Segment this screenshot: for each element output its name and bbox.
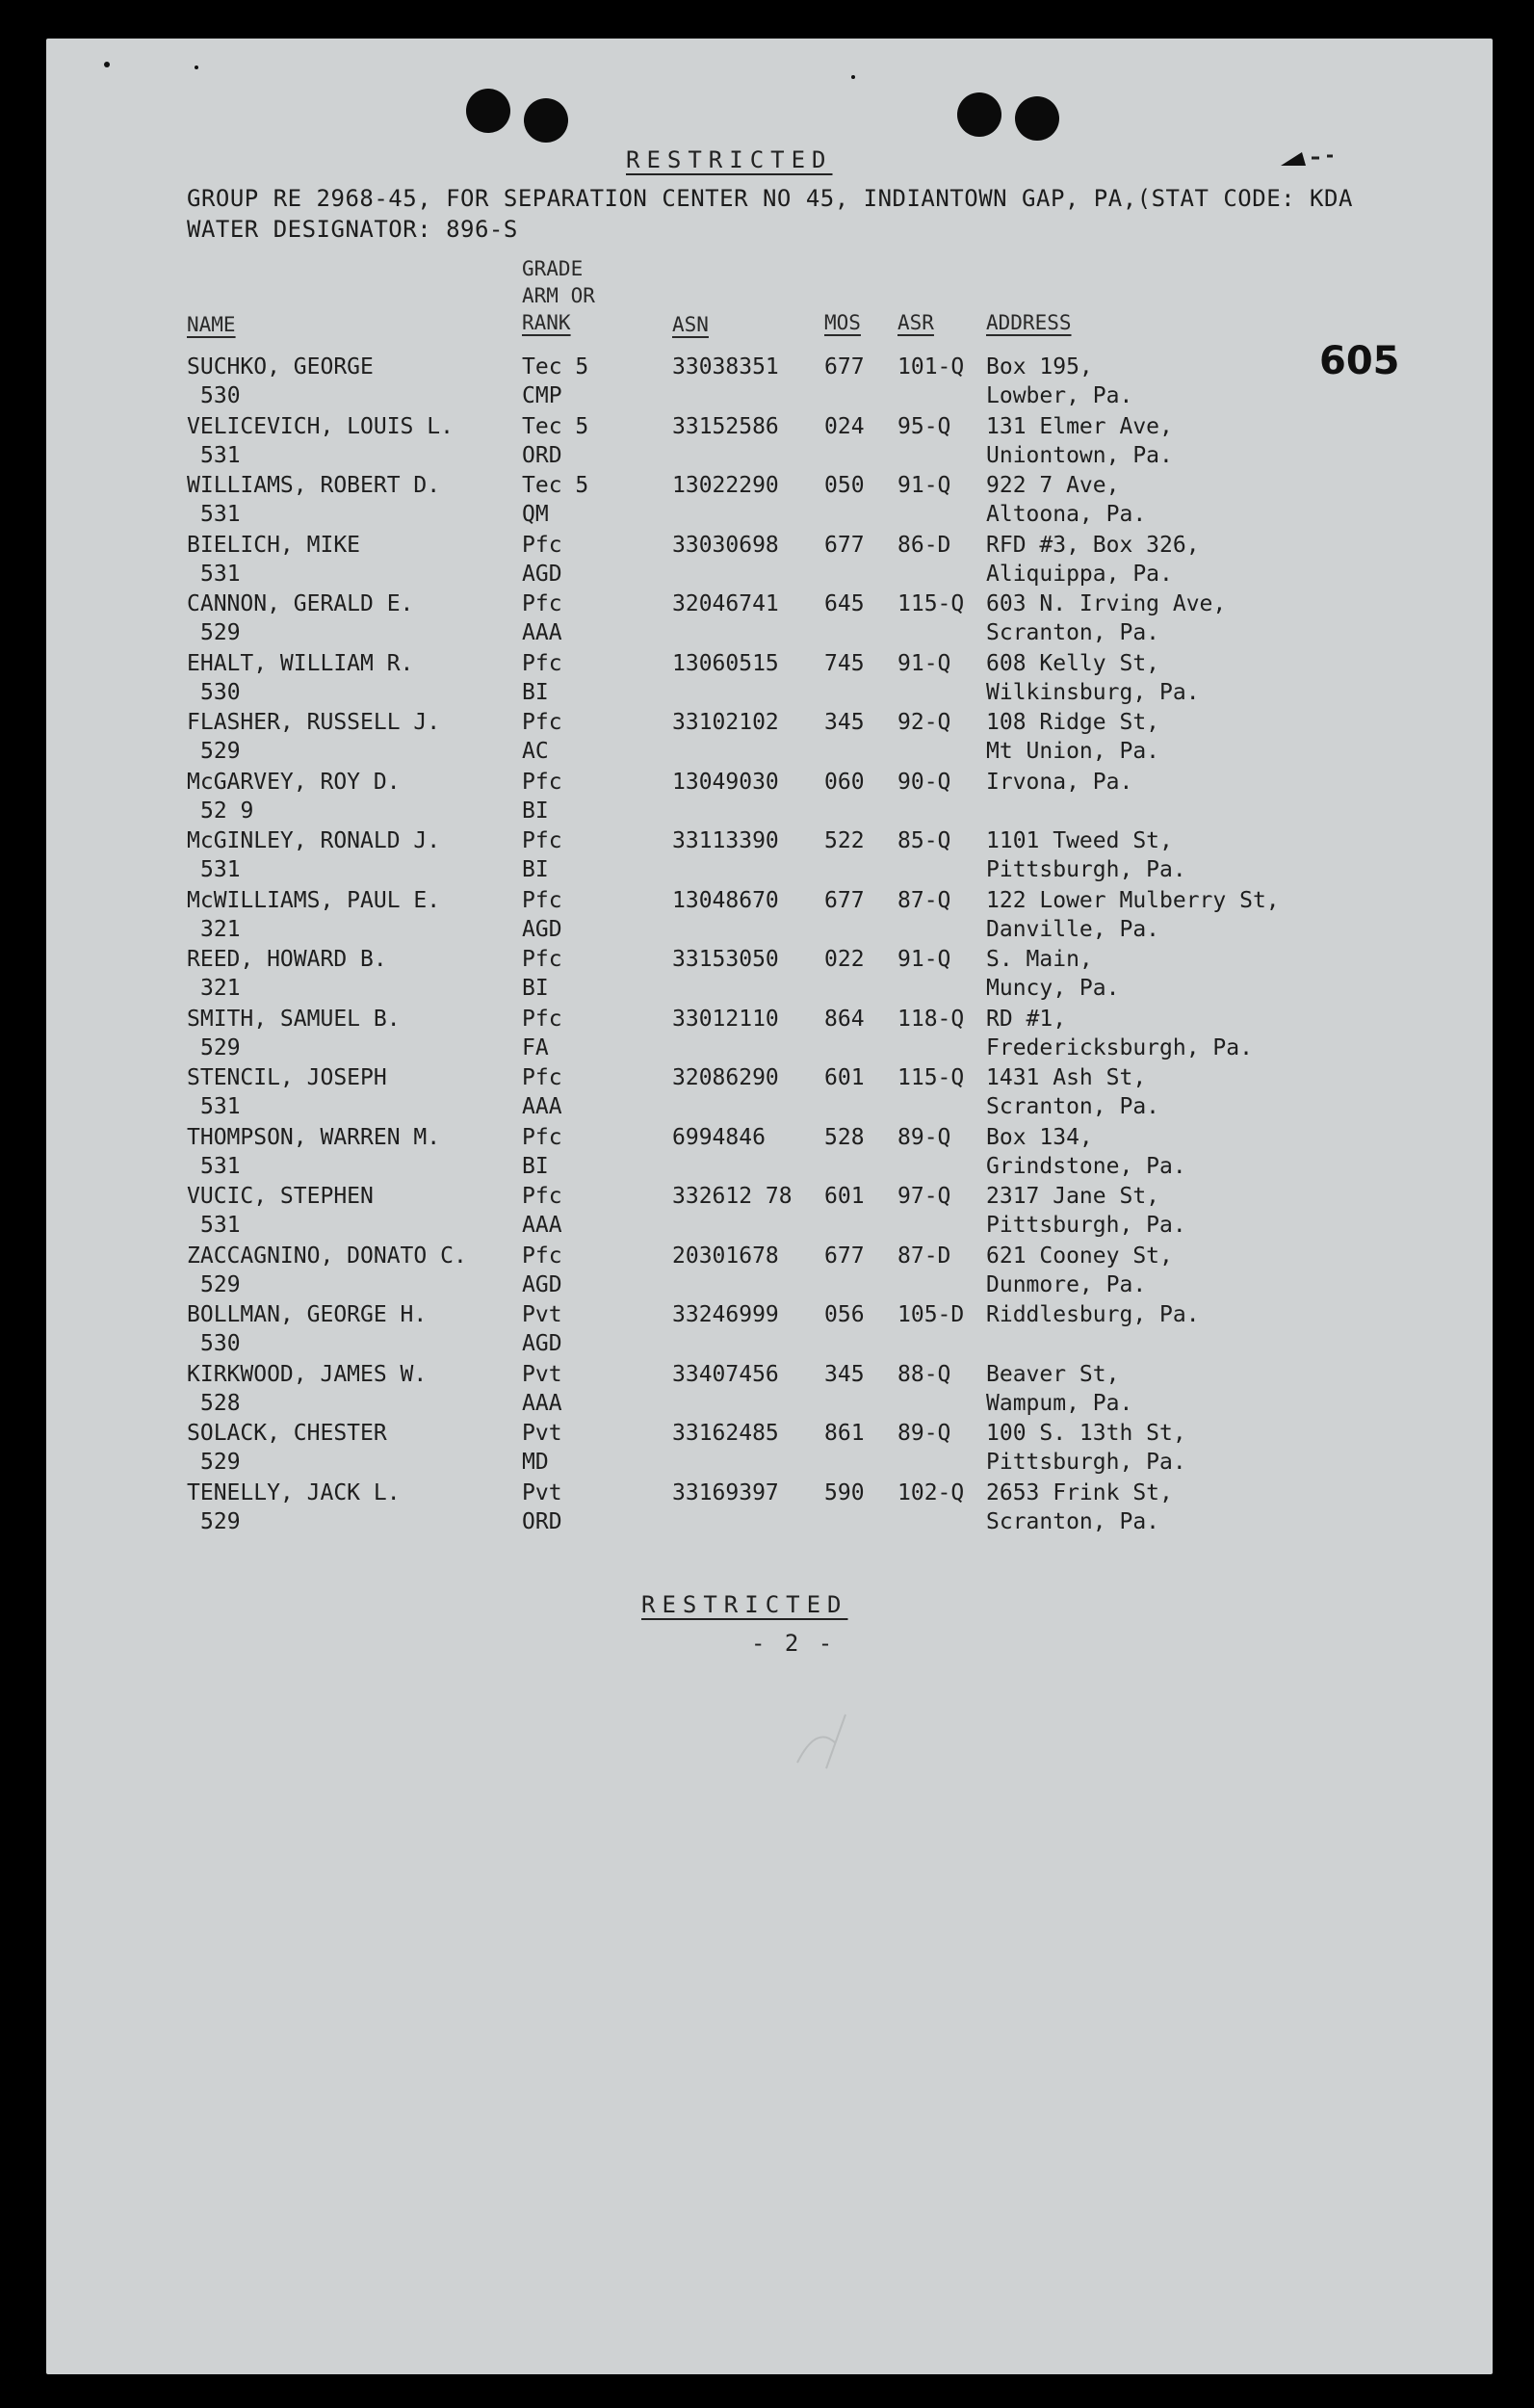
row-asn: 33169397 <box>672 1479 779 1505</box>
row-code: 531 <box>200 1213 241 1238</box>
row-name: SOLACK, CHESTER <box>187 1421 387 1446</box>
row-address-line-2: Aliquippa, Pa. <box>986 561 1173 587</box>
row-address-line-2: Danville, Pa. <box>986 916 1160 942</box>
row-asn: 33153050 <box>672 947 779 972</box>
row-arm: BI <box>522 679 549 705</box>
row-mos: 345 <box>824 710 865 735</box>
ink-speck <box>104 62 110 67</box>
row-code: 528 <box>200 1390 241 1416</box>
row-asn: 13048670 <box>672 887 779 913</box>
row-code: 529 <box>200 1034 241 1060</box>
row-rank: Pfc <box>522 1243 562 1269</box>
row-asr: 89-Q <box>897 1124 951 1150</box>
row-address-line-1: RFD #3, Box 326, <box>986 532 1200 558</box>
row-rank: Pfc <box>522 769 562 795</box>
row-address-line-2: Fredericksburgh, Pa. <box>986 1034 1253 1060</box>
ink-speck <box>851 75 855 79</box>
row-asr: 86-D <box>897 532 951 558</box>
row-address-line-1: Irvona, Pa. <box>986 769 1133 795</box>
row-code: 321 <box>200 976 241 1001</box>
row-arm: BI <box>522 1153 549 1179</box>
row-name: McGARVEY, ROY D. <box>187 769 401 795</box>
row-rank: Pfc <box>522 1006 562 1032</box>
page-stamp-number: 605 <box>1319 339 1400 383</box>
row-asr: 101-Q <box>897 354 965 380</box>
row-mos: 861 <box>824 1421 865 1446</box>
row-code: 531 <box>200 502 241 527</box>
row-name: BOLLMAN, GEORGE H. <box>187 1302 428 1327</box>
row-code: 321 <box>200 916 241 942</box>
row-mos: 601 <box>824 1184 865 1209</box>
row-mos: 024 <box>824 413 865 439</box>
row-arm: BI <box>522 857 549 882</box>
row-address-line-1: 108 Ridge St, <box>986 710 1160 735</box>
row-asn: 33162485 <box>672 1421 779 1446</box>
row-address-line-2: Grindstone, Pa. <box>986 1153 1186 1179</box>
row-code: 529 <box>200 1271 241 1297</box>
row-asr: 89-Q <box>897 1421 951 1446</box>
row-address-line-2: Mt Union, Pa. <box>986 739 1160 764</box>
row-arm: AGD <box>522 1331 562 1356</box>
row-address-line-1: 122 Lower Mulberry St, <box>986 887 1280 913</box>
row-address-line-1: S. Main, <box>986 947 1093 972</box>
row-arm: ORD <box>522 442 562 468</box>
row-rank: Pfc <box>522 947 562 972</box>
row-asn: 33030698 <box>672 532 779 558</box>
punch-hole-right-1 <box>957 92 1001 137</box>
punch-hole-left-2 <box>524 98 568 143</box>
restricted-heading-bottom: RESTRICTED <box>641 1591 848 1618</box>
row-rank: Tec 5 <box>522 413 589 439</box>
restricted-heading-top: RESTRICTED <box>626 146 833 173</box>
row-mos: 050 <box>824 473 865 498</box>
row-asr: 91-Q <box>897 947 951 972</box>
row-arm: AAA <box>522 1213 562 1238</box>
row-address-line-2: Pittsburgh, Pa. <box>986 1450 1186 1475</box>
row-rank: Pvt <box>522 1421 562 1446</box>
row-asr: 118-Q <box>897 1006 965 1032</box>
row-mos: 056 <box>824 1302 865 1327</box>
row-address-line-2: Dunmore, Pa. <box>986 1271 1147 1297</box>
row-rank: Pfc <box>522 710 562 735</box>
row-mos: 745 <box>824 650 865 676</box>
row-asr: 85-Q <box>897 828 951 853</box>
row-rank: Pvt <box>522 1479 562 1505</box>
row-name: McGINLEY, RONALD J. <box>187 828 441 853</box>
page-number: - 2 - <box>751 1630 836 1657</box>
row-name: SUCHKO, GEORGE <box>187 354 374 380</box>
row-arm: QM <box>522 502 549 527</box>
row-mos: 522 <box>824 828 865 853</box>
row-asn: 32046741 <box>672 591 779 616</box>
row-mos: 677 <box>824 887 865 913</box>
header-line-2: WATER DESIGNATOR: 896-S <box>187 216 518 243</box>
row-mos: 677 <box>824 532 865 558</box>
row-code: 529 <box>200 620 241 645</box>
column-header-arm-or: ARM OR <box>522 284 595 307</box>
row-asn: 6994846 <box>672 1124 766 1150</box>
row-asr: 115-Q <box>897 591 965 616</box>
row-asn: 33102102 <box>672 710 779 735</box>
row-name: VUCIC, STEPHEN <box>187 1184 374 1209</box>
row-address-line-2: Scranton, Pa. <box>986 1094 1160 1119</box>
faint-pencil-mark <box>788 1705 874 1772</box>
row-name: WILLIAMS, ROBERT D. <box>187 473 441 498</box>
column-header-asn: ASN <box>672 313 709 336</box>
row-asn: 33113390 <box>672 828 779 853</box>
row-mos: 022 <box>824 947 865 972</box>
row-address-line-2: Muncy, Pa. <box>986 976 1120 1001</box>
row-asr: 88-Q <box>897 1361 951 1387</box>
row-code: 529 <box>200 1508 241 1534</box>
row-address-line-2: Pittsburgh, Pa. <box>986 1213 1186 1238</box>
row-name: REED, HOWARD B. <box>187 947 387 972</box>
row-rank: Pfc <box>522 532 562 558</box>
row-name: STENCIL, JOSEPH <box>187 1065 387 1090</box>
row-address-line-2: Wampum, Pa. <box>986 1390 1133 1416</box>
column-header-grade: GRADE <box>522 257 584 280</box>
row-address-line-1: 603 N. Irving Ave, <box>986 591 1227 616</box>
row-arm: ORD <box>522 1508 562 1534</box>
row-arm: AAA <box>522 1390 562 1416</box>
row-address-line-1: Box 134, <box>986 1124 1093 1150</box>
row-asr: 105-D <box>897 1302 965 1327</box>
row-asn: 20301678 <box>672 1243 779 1269</box>
row-mos: 060 <box>824 769 865 795</box>
row-rank: Pfc <box>522 650 562 676</box>
row-arm: AGD <box>522 1271 562 1297</box>
row-asr: 97-Q <box>897 1184 951 1209</box>
row-address-line-1: RD #1, <box>986 1006 1067 1032</box>
row-code: 529 <box>200 1450 241 1475</box>
row-address-line-1: 131 Elmer Ave, <box>986 413 1173 439</box>
row-name: ZACCAGNINO, DONATO C. <box>187 1243 467 1269</box>
row-address-line-1: Box 195, <box>986 354 1093 380</box>
row-address-line-2: Uniontown, Pa. <box>986 442 1173 468</box>
row-name: VELICEVICH, LOUIS L. <box>187 413 454 439</box>
row-mos: 677 <box>824 1243 865 1269</box>
row-asn: 33407456 <box>672 1361 779 1387</box>
row-mos: 677 <box>824 354 865 380</box>
row-address-line-1: 1431 Ash St, <box>986 1065 1147 1090</box>
row-name: KIRKWOOD, JAMES W. <box>187 1361 428 1387</box>
row-asn: 332612 78 <box>672 1184 793 1209</box>
row-address-line-2: Scranton, Pa. <box>986 620 1160 645</box>
row-arm: AGD <box>522 561 562 587</box>
row-asr: 102-Q <box>897 1479 965 1505</box>
row-code: 530 <box>200 679 241 705</box>
ink-speck <box>195 65 198 69</box>
row-code: 531 <box>200 442 241 468</box>
row-address-line-1: Riddlesburg, Pa. <box>986 1302 1200 1327</box>
row-code: 531 <box>200 1094 241 1119</box>
row-asr: 95-Q <box>897 413 951 439</box>
row-address-line-1: 608 Kelly St, <box>986 650 1160 676</box>
row-code: 52 9 <box>200 798 254 824</box>
row-name: THOMPSON, WARREN M. <box>187 1124 441 1150</box>
row-code: 530 <box>200 1331 241 1356</box>
row-mos: 601 <box>824 1065 865 1090</box>
row-address-line-1: 922 7 Ave, <box>986 473 1120 498</box>
row-name: EHALT, WILLIAM R. <box>187 650 414 676</box>
row-name: TENELLY, JACK L. <box>187 1479 401 1505</box>
row-asr: 91-Q <box>897 650 951 676</box>
row-arm: CMP <box>522 383 562 408</box>
row-asn: 33038351 <box>672 354 779 380</box>
row-address-line-1: 100 S. 13th St, <box>986 1421 1186 1446</box>
row-name: SMITH, SAMUEL B. <box>187 1006 401 1032</box>
row-address-line-1: 2653 Frink St, <box>986 1479 1173 1505</box>
row-asn: 32086290 <box>672 1065 779 1090</box>
row-name: McWILLIAMS, PAUL E. <box>187 887 441 913</box>
row-asr: 87-D <box>897 1243 951 1269</box>
row-address-line-2: Scranton, Pa. <box>986 1508 1160 1534</box>
row-asn: 13022290 <box>672 473 779 498</box>
row-arm: FA <box>522 1034 549 1060</box>
row-rank: Pvt <box>522 1361 562 1387</box>
row-mos: 528 <box>824 1124 865 1150</box>
row-address-line-1: 621 Cooney St, <box>986 1243 1173 1269</box>
row-rank: Pfc <box>522 1124 562 1150</box>
row-arm: AGD <box>522 916 562 942</box>
row-rank: Pfc <box>522 828 562 853</box>
column-header-name: NAME <box>187 313 236 336</box>
row-arm: AAA <box>522 1094 562 1119</box>
row-arm: AAA <box>522 620 562 645</box>
document-page <box>46 39 1493 2374</box>
row-name: CANNON, GERALD E. <box>187 591 414 616</box>
column-header-address: ADDRESS <box>986 311 1072 334</box>
row-code: 530 <box>200 383 241 408</box>
punch-hole-right-2 <box>1015 96 1059 141</box>
row-address-line-1: 1101 Tweed St, <box>986 828 1173 853</box>
row-arm: AC <box>522 739 549 764</box>
row-asn: 13060515 <box>672 650 779 676</box>
row-name: FLASHER, RUSSELL J. <box>187 710 441 735</box>
row-asr: 87-Q <box>897 887 951 913</box>
row-asn: 33246999 <box>672 1302 779 1327</box>
row-asn: 13049030 <box>672 769 779 795</box>
row-asr: 90-Q <box>897 769 951 795</box>
row-mos: 864 <box>824 1006 865 1032</box>
row-rank: Tec 5 <box>522 473 589 498</box>
row-address-line-2: Wilkinsburg, Pa. <box>986 679 1200 705</box>
row-arm: BI <box>522 798 549 824</box>
punch-hole-left-1 <box>466 89 510 133</box>
column-header-rank: RANK <box>522 311 571 334</box>
row-code: 531 <box>200 857 241 882</box>
row-name: BIELICH, MIKE <box>187 532 361 558</box>
column-header-mos: MOS <box>824 311 861 334</box>
row-rank: Pvt <box>522 1302 562 1327</box>
row-address-line-2: Altoona, Pa. <box>986 502 1147 527</box>
row-asr: 91-Q <box>897 473 951 498</box>
row-rank: Tec 5 <box>522 354 589 380</box>
row-mos: 345 <box>824 1361 865 1387</box>
row-mos: 590 <box>824 1479 865 1505</box>
row-rank: Pfc <box>522 1065 562 1090</box>
row-address-line-2: Pittsburgh, Pa. <box>986 857 1186 882</box>
row-asn: 33012110 <box>672 1006 779 1032</box>
row-rank: Pfc <box>522 887 562 913</box>
row-rank: Pfc <box>522 1184 562 1209</box>
row-rank: Pfc <box>522 591 562 616</box>
column-header-asr: ASR <box>897 311 934 334</box>
row-code: 531 <box>200 1153 241 1179</box>
row-arm: BI <box>522 976 549 1001</box>
header-line-1: GROUP RE 2968-45, FOR SEPARATION CENTER NO 45, INDIANTOWN GAP, PA,(STAT CODE: KDA <box>187 185 1353 212</box>
row-code: 531 <box>200 561 241 587</box>
row-address-line-1: 2317 Jane St, <box>986 1184 1160 1209</box>
row-code: 529 <box>200 739 241 764</box>
row-asr: 92-Q <box>897 710 951 735</box>
row-arm: MD <box>522 1450 549 1475</box>
row-asn: 33152586 <box>672 413 779 439</box>
row-address-line-2: Lowber, Pa. <box>986 383 1133 408</box>
ink-smudge-mark <box>1277 144 1344 173</box>
row-mos: 645 <box>824 591 865 616</box>
row-asr: 115-Q <box>897 1065 965 1090</box>
row-address-line-1: Beaver St, <box>986 1361 1120 1387</box>
